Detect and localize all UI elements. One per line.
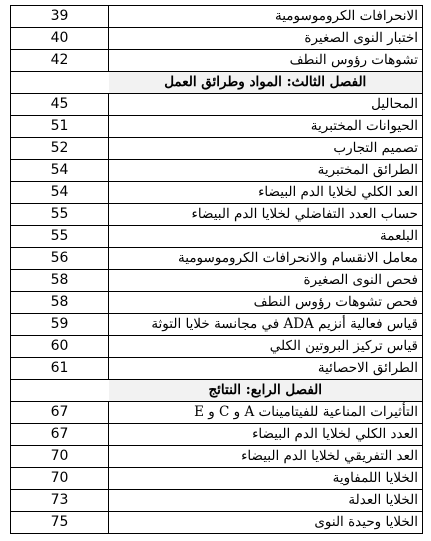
toc-row bbox=[11, 424, 423, 446]
chapter-page-cell bbox=[11, 380, 109, 402]
page-number: 73 bbox=[11, 490, 109, 512]
entry-title: الحيوانات المختبرية bbox=[109, 116, 423, 138]
page-number: 70 bbox=[11, 468, 109, 490]
page-number: 67 bbox=[11, 402, 109, 424]
chapter-title: الفصل الثالث: المواد وطرائق العمل bbox=[109, 72, 423, 94]
toc-row bbox=[11, 270, 423, 292]
entry-title: البلعمة bbox=[109, 226, 423, 248]
toc-row bbox=[11, 182, 423, 204]
entry-title: قياس فعالية أنزيم ADA في مجانسة خلايا التوثة bbox=[109, 314, 423, 336]
entry-title: العدد الكلي لخلايا الدم البيضاء bbox=[109, 424, 423, 446]
chapter-heading-row bbox=[11, 380, 423, 402]
toc-row bbox=[11, 248, 423, 270]
toc-row bbox=[11, 446, 423, 468]
page-number: 52 bbox=[11, 138, 109, 160]
toc-row bbox=[11, 94, 423, 116]
entry-title: فحص تشوهات رؤوس النطف bbox=[109, 292, 423, 314]
toc-row bbox=[11, 204, 423, 226]
toc-row bbox=[11, 116, 423, 138]
page-number: 55 bbox=[11, 226, 109, 248]
toc-row bbox=[11, 160, 423, 182]
toc-row bbox=[11, 28, 423, 50]
page-number: 56 bbox=[11, 248, 109, 270]
entry-title: قياس تركيز البروتين الكلي bbox=[109, 336, 423, 358]
table-of-contents bbox=[10, 5, 423, 534]
toc-row bbox=[11, 402, 423, 424]
entry-title: اختبار النوى الصغيرة bbox=[109, 28, 423, 50]
entry-title: فحص النوى الصغيرة bbox=[109, 270, 423, 292]
page-number: 54 bbox=[11, 182, 109, 204]
page-number: 55 bbox=[11, 204, 109, 226]
toc-row bbox=[11, 336, 423, 358]
entry-title: الانحرافات الكروموسومية bbox=[109, 6, 423, 28]
toc-row bbox=[11, 138, 423, 160]
page-number: 40 bbox=[11, 28, 109, 50]
entry-title: تشوهات رؤوس النطف bbox=[109, 50, 423, 72]
entry-title: المحاليل bbox=[109, 94, 423, 116]
page-number: 60 bbox=[11, 336, 109, 358]
page-number: 67 bbox=[11, 424, 109, 446]
entry-title: الطرائق المختبرية bbox=[109, 160, 423, 182]
page-number: 42 bbox=[11, 50, 109, 72]
page-number: 45 bbox=[11, 94, 109, 116]
page-number: 61 bbox=[11, 358, 109, 380]
page-number: 54 bbox=[11, 160, 109, 182]
toc-row bbox=[11, 292, 423, 314]
entry-title: الخلايا العدلة bbox=[109, 490, 423, 512]
page-number: 70 bbox=[11, 446, 109, 468]
entry-title: التأثيرات المناعية للفيتامينات A و C و E bbox=[109, 402, 423, 424]
page-number: 39 bbox=[11, 6, 109, 28]
toc-row bbox=[11, 226, 423, 248]
toc-row bbox=[11, 358, 423, 380]
chapter-page-cell bbox=[11, 72, 109, 94]
entry-title: العد الكلي لخلايا الدم البيضاء bbox=[109, 182, 423, 204]
page-number: 51 bbox=[11, 116, 109, 138]
toc-row bbox=[11, 490, 423, 512]
entry-title: العد التفريقي لخلايا الدم البيضاء bbox=[109, 446, 423, 468]
entry-title: الخلايا وحيدة النوى bbox=[109, 512, 423, 534]
toc-row bbox=[11, 468, 423, 490]
toc-row bbox=[11, 50, 423, 72]
toc-body bbox=[11, 6, 423, 534]
toc-row bbox=[11, 314, 423, 336]
page-number: 59 bbox=[11, 314, 109, 336]
entry-title: تصميم التجارب bbox=[109, 138, 423, 160]
chapter-title: الفصل الرابع: النتائج bbox=[109, 380, 423, 402]
entry-title: معامل الانقسام والانحرافات الكروموسومية bbox=[109, 248, 423, 270]
page-number: 75 bbox=[11, 512, 109, 534]
page-number: 58 bbox=[11, 270, 109, 292]
chapter-heading-row bbox=[11, 72, 423, 94]
entry-title: الخلايا اللمفاوية bbox=[109, 468, 423, 490]
toc-row bbox=[11, 512, 423, 534]
entry-title: الطرائق الاحصائية bbox=[109, 358, 423, 380]
toc-row bbox=[11, 6, 423, 28]
entry-title: حساب العدد التفاضلي لخلايا الدم البيضاء bbox=[109, 204, 423, 226]
page-number: 58 bbox=[11, 292, 109, 314]
